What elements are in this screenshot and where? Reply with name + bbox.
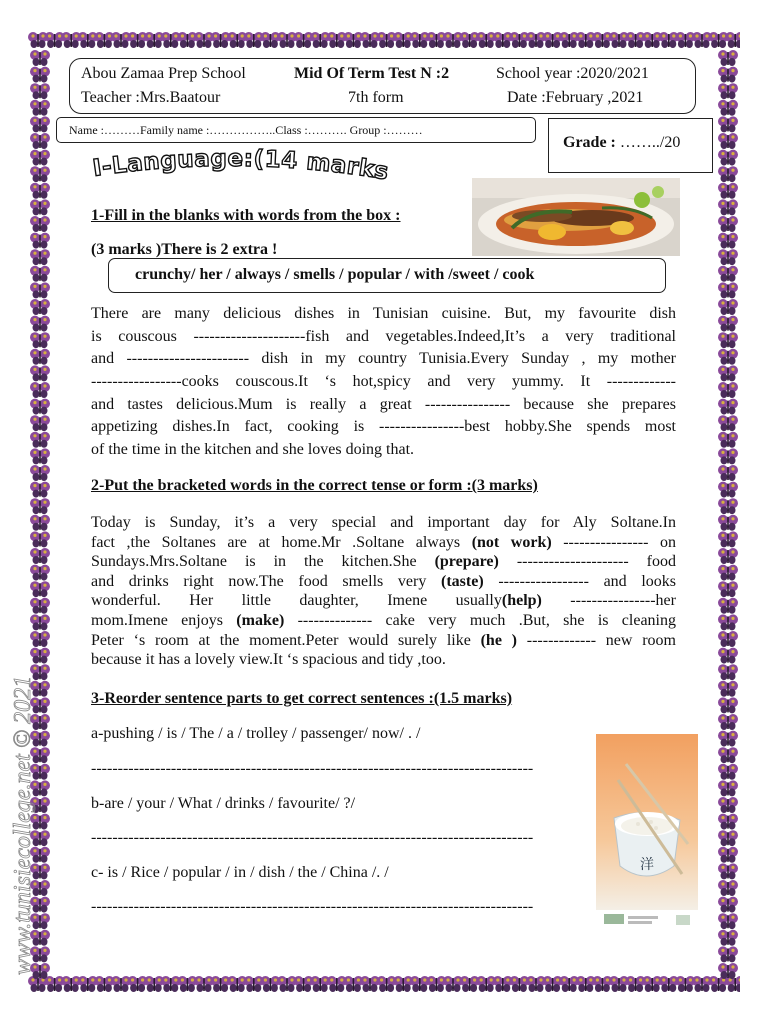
school-year: School year :2020/2021 [496,65,649,82]
rice-bowl-photo [596,734,698,934]
butterfly-icon [30,465,50,481]
butterfly-icon [194,32,214,48]
butterfly-icon [718,199,738,215]
butterfly-icon [476,32,496,48]
butterfly-icon [111,976,131,992]
watermark-text: www.tunisiecollege.net © 2021 [10,675,36,975]
butterfly-icon [718,349,738,365]
butterfly-icon [718,930,738,946]
q3-item-a: a-pushing / is / The / a / trolley / passenger/ now/ . / [91,725,421,742]
butterfly-icon [410,32,430,48]
q2-line [91,572,676,592]
butterfly-icon [718,548,738,564]
butterfly-icon [30,116,50,132]
butterfly-icon [718,897,738,913]
butterfly-icon [30,316,50,332]
butterfly-icon [227,976,247,992]
butterfly-icon [509,976,529,992]
butterfly-icon [144,32,164,48]
butterfly-icon [144,976,164,992]
butterfly-icon [718,780,738,796]
butterfly-icon [30,482,50,498]
butterfly-icon [410,976,430,992]
butterfly-icon [30,399,50,415]
butterfly-icon [30,133,50,149]
q1-title: 1-Fill in the blanks with words from the box : [91,207,401,224]
q2-text: fact ,the Soltanes are at home.Mr .Soltane always [91,533,472,551]
butterfly-icon [327,976,347,992]
butterfly-icon [592,32,612,48]
butterfly-icon [30,432,50,448]
q2-line [91,631,676,651]
butterfly-icon [718,50,738,66]
butterfly-icon [718,365,738,381]
butterfly-icon [718,332,738,348]
butterfly-icon [30,216,50,232]
exam-header [69,58,696,114]
butterfly-icon [718,880,738,896]
butterfly-icon [718,581,738,597]
butterfly-icon [718,814,738,830]
q1-line: and ----------------------- dish in my country Tunisia.Every Sunday , my mother [91,350,676,368]
butterfly-icon [393,32,413,48]
butterfly-icon [718,731,738,747]
butterfly-icon [718,249,738,265]
form-level: 7th form [348,89,404,106]
butterfly-icon [30,365,50,381]
butterfly-icon [718,648,738,664]
butterfly-icon [30,448,50,464]
butterfly-icon [692,32,712,48]
exam-date: Date :February ,2021 [507,89,644,106]
q1-line: -----------------cooks couscous.It ‘s hot,spicy and very yummy. It ------------- [91,373,676,391]
butterfly-icon [343,32,363,48]
q1-line: of the time in the kitchen and she loves doing that. [91,441,415,459]
butterfly-icon [576,976,596,992]
butterfly-icon [177,976,197,992]
q2-text: Sundays.Mrs.Soltane is in the kitchen.She [91,553,435,571]
butterfly-icon [718,797,738,813]
q2-line [91,533,676,553]
butterfly-icon [543,32,563,48]
butterfly-icon [718,614,738,630]
butterfly-icon [94,32,114,48]
section-title [92,146,392,186]
butterfly-icon [211,32,231,48]
butterfly-icon [30,299,50,315]
q1-paragraph [91,303,676,462]
butterfly-icon [244,32,264,48]
butterfly-icon [718,747,738,763]
butterfly-icon [294,976,314,992]
answer-line-b[interactable]: ----------------------------------------------------------------------------------- [91,829,534,846]
q2-paragraph [91,513,676,670]
q2-text: wonderful. Her little daughter, Imene usually [91,592,502,610]
q2-text: Peter ‘s room at the moment.Peter would surely like [91,631,481,649]
butterfly-icon [718,847,738,863]
butterfly-border-bottom [28,972,740,996]
q2-text: -------------- cake very much .But, she is cleaning [284,611,677,629]
butterfly-icon [718,714,738,730]
butterfly-icon [609,976,629,992]
butterfly-icon [360,976,380,992]
word-box: crunchy/ her / always / smells / popular / with /sweet / cook [108,258,666,293]
butterfly-icon [277,32,297,48]
butterfly-icon [310,976,330,992]
butterfly-icon [559,32,579,48]
butterfly-icon [294,32,314,48]
bracketed-verb: (prepare) [434,553,499,571]
butterfly-icon [327,32,347,48]
bracketed-verb: (he ) [480,631,518,649]
butterfly-icon [718,282,738,298]
butterfly-icon [260,32,280,48]
butterfly-icon [609,32,629,48]
butterfly-icon [718,598,738,614]
q2-line [91,552,676,572]
butterfly-icon [718,697,738,713]
butterfly-icon [78,976,98,992]
butterfly-icon [111,32,131,48]
butterfly-icon [718,515,738,531]
butterfly-icon [161,32,181,48]
butterfly-icon [718,382,738,398]
q1-line: is couscous ---------------------fish and vegetables.Indeed,It’s a very traditional [91,327,676,345]
butterfly-icon [718,100,738,116]
butterfly-icon [177,32,197,48]
butterfly-icon [718,415,738,431]
butterfly-icon [543,976,563,992]
q3-title: 3-Reorder sentence parts to get correct sentences :(1.5 marks) [91,690,513,707]
butterfly-icon [161,976,181,992]
butterfly-icon [675,32,695,48]
butterfly-icon [718,664,738,680]
butterfly-icon [30,67,50,83]
butterfly-icon [78,32,98,48]
school-name: Abou Zamaa Prep School [81,65,246,82]
butterfly-icon [718,482,738,498]
answer-line-c[interactable]: ----------------------------------------------------------------------------------- [91,898,534,915]
q2-text: ----------------her [541,592,676,610]
butterfly-icon [718,565,738,581]
butterfly-icon [526,32,546,48]
q2-text: Today is Sunday, it’s a very special and important day for Aly Soltane.In [91,514,676,531]
student-info-field[interactable]: Name :………Family name :……………..Class :………. Group :……… [56,117,536,143]
butterfly-icon [460,976,480,992]
butterfly-icon [426,32,446,48]
butterfly-icon [592,976,612,992]
butterfly-icon [343,976,363,992]
butterfly-icon [718,764,738,780]
section-title-text: I-Language:(14 marks [92,146,391,186]
grade-box [548,118,713,173]
butterfly-icon [443,976,463,992]
butterfly-icon [30,150,50,166]
butterfly-icon [718,681,738,697]
dish-photo [472,178,680,256]
butterfly-icon [526,976,546,992]
grade-label: Grade : [563,134,616,151]
q1-line: There are many delicious dishes in Tunisian cuisine. But, my favourite dish [91,305,676,322]
butterfly-icon [30,100,50,116]
butterfly-icon [509,32,529,48]
rice-bowl-character: 洋 [640,857,654,873]
butterfly-icon [30,349,50,365]
q2-text: ----------------- and looks [483,572,676,590]
butterfly-icon [718,963,738,979]
butterfly-icon [493,976,513,992]
q2-text: and drinks right now.The food smells very [91,572,442,590]
q3-item-b: b-are / your / What / drinks / favourite/ ?/ [91,795,356,812]
bracketed-verb: (help) [501,592,542,610]
butterfly-icon [718,266,738,282]
butterfly-icon [659,32,679,48]
butterfly-icon [30,548,50,564]
q1-line: and tastes delicious.Mum is really a great ---------------- because she prepares [91,395,676,413]
butterfly-icon [718,498,738,514]
butterfly-icon [30,382,50,398]
butterfly-icon [227,32,247,48]
butterfly-icon [94,976,114,992]
butterfly-icon [426,976,446,992]
butterfly-icon [718,150,738,166]
butterfly-icon [718,448,738,464]
watermark [8,620,38,980]
butterfly-icon [244,976,264,992]
q2-line [91,650,676,670]
butterfly-icon [718,913,738,929]
butterfly-icon [360,32,380,48]
q2-text: ---------------- on [551,533,677,551]
butterfly-icon [377,32,397,48]
teacher-name: Teacher :Mrs.Baatour [81,89,221,106]
butterfly-icon [460,32,480,48]
butterfly-icon [30,166,50,182]
butterfly-icon [626,976,646,992]
butterfly-icon [692,976,712,992]
butterfly-icon [718,216,738,232]
q3-item-c: c- is / Rice / popular / in / dish / the / China /. / [91,864,389,881]
butterfly-icon [718,183,738,199]
butterfly-icon [718,83,738,99]
butterfly-icon [718,531,738,547]
butterfly-icon [260,976,280,992]
butterfly-icon [30,515,50,531]
butterfly-icon [61,976,81,992]
butterfly-icon [30,332,50,348]
butterfly-border-top [28,28,740,52]
butterfly-icon [718,399,738,415]
butterfly-icon [30,266,50,282]
butterfly-border-right [716,28,740,996]
butterfly-icon [30,598,50,614]
butterfly-icon [30,249,50,265]
butterfly-icon [30,199,50,215]
butterfly-icon [559,976,579,992]
butterfly-icon [128,32,148,48]
svg-text:I-Language:(14 marks) [92,146,391,185]
butterfly-icon [675,976,695,992]
butterfly-icon [30,415,50,431]
q2-text: mom.Imene enjoys [91,611,237,629]
q1-subtitle: (3 marks )There is 2 extra ! [91,241,278,258]
butterfly-icon [30,498,50,514]
butterfly-icon [576,32,596,48]
butterfly-icon [393,976,413,992]
butterfly-icon [277,976,297,992]
butterfly-icon [718,133,738,149]
butterfly-icon [718,946,738,962]
q2-line [91,513,676,533]
butterfly-icon [30,581,50,597]
butterfly-icon [718,67,738,83]
butterfly-icon [718,631,738,647]
bracketed-verb: (make) [236,611,285,629]
butterfly-icon [718,316,738,332]
butterfly-icon [718,299,738,315]
butterfly-icon [30,233,50,249]
butterfly-icon [30,565,50,581]
butterfly-icon [659,976,679,992]
butterfly-icon [642,976,662,992]
butterfly-icon [642,32,662,48]
butterfly-icon [493,32,513,48]
butterfly-icon [476,976,496,992]
q2-line [91,611,676,631]
butterfly-icon [718,863,738,879]
butterfly-icon [310,32,330,48]
butterfly-icon [61,32,81,48]
butterfly-icon [211,976,231,992]
q1-line: appetizing dishes.In fact, cooking is ----------------best hobby.She spends most [91,418,676,436]
butterfly-icon [718,830,738,846]
butterfly-icon [718,233,738,249]
bracketed-verb: (taste) [441,572,484,590]
butterfly-icon [30,50,50,66]
grade-value: ……../20 [619,134,681,151]
butterfly-icon [718,166,738,182]
q2-line [91,591,676,611]
butterfly-icon [626,32,646,48]
q2-text: --------------------- food [498,553,677,571]
butterfly-icon [194,976,214,992]
butterfly-icon [443,32,463,48]
butterfly-icon [718,465,738,481]
butterfly-icon [718,432,738,448]
butterfly-icon [30,83,50,99]
test-title: Mid Of Term Test N :2 [294,65,450,82]
butterfly-icon [718,116,738,132]
butterfly-icon [30,531,50,547]
q2-text: because it has a lovely view.It ‘s spacious and tidy ,too. [91,651,446,669]
butterfly-icon [30,282,50,298]
answer-line-a[interactable]: ----------------------------------------------------------------------------------- [91,760,534,777]
bracketed-verb: (not work) [471,533,552,551]
butterfly-icon [377,976,397,992]
butterfly-icon [30,183,50,199]
q2-title: 2-Put the bracketed words in the correct tense or form :(3 marks) [91,477,538,494]
q2-text: ------------- new room [517,631,677,649]
butterfly-icon [128,976,148,992]
